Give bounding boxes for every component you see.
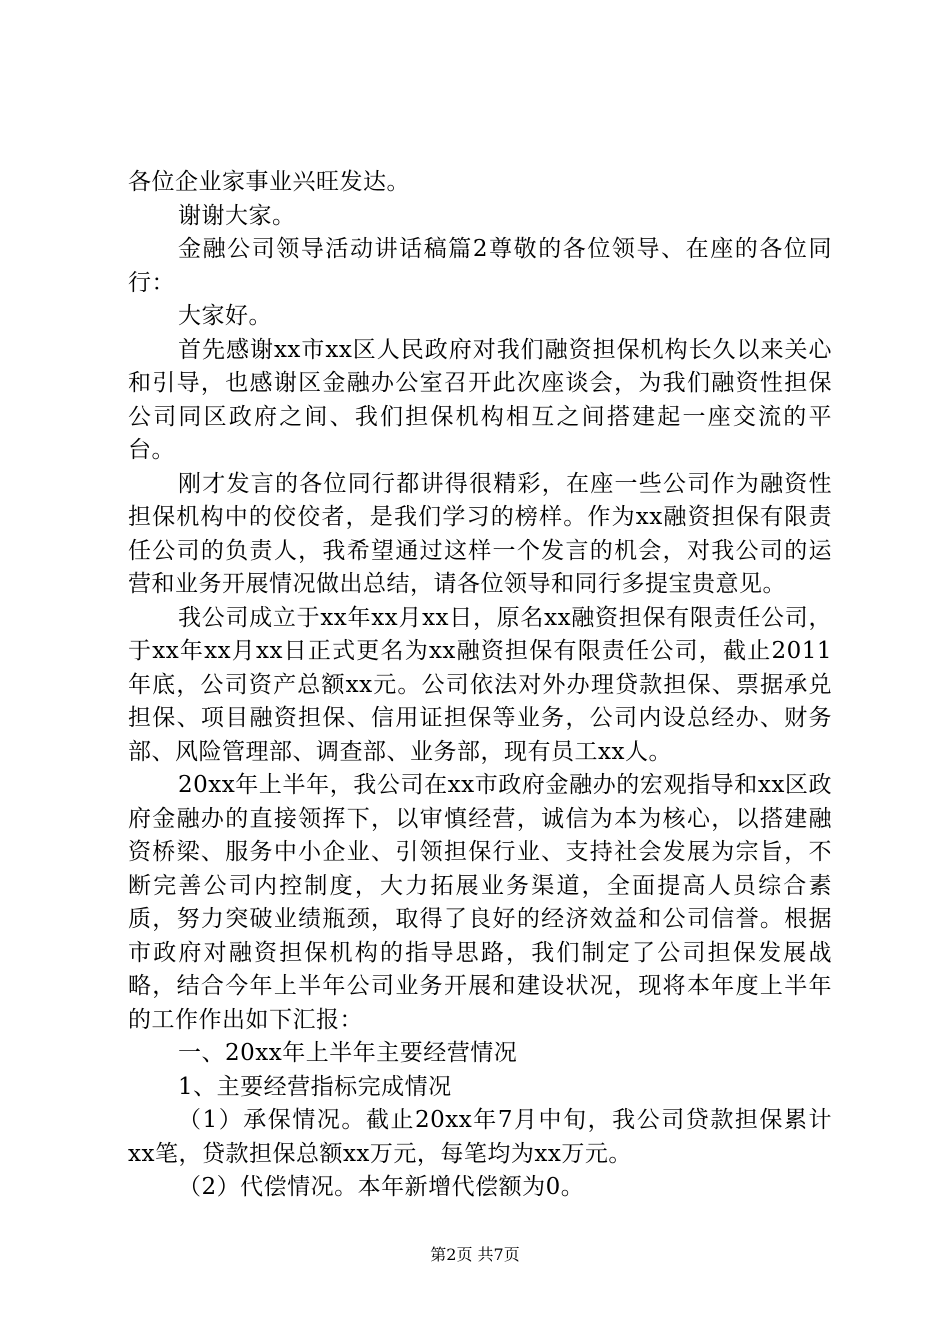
paragraph-company-intro: 我公司成立于xx年xx月xx日，原名xx融资担保有限责任公司，于xx年xx月xx日正式更名为xx融资担保有限责任公司，截止2011年底，公司资产总额xx元。公司依法对外办理贷款担保、票据承兑担保、项目融资担保、信用证担保等业务，公司内设总经办、财务部、风险管理部、调查部、业务部，现有员工xx人。 [128,604,832,765]
subsection-heading-indicators: 1、主要经营指标完成情况 [178,1073,452,1100]
paragraph-thanks: 谢谢大家。 [178,202,296,229]
paragraph-guarantee-status: （1）承保情况。截止20xx年7月中旬，我公司贷款担保累计xx笔，贷款担保总额xx万元，每笔均为xx万元。 [128,1107,832,1167]
paragraph-peers-praise: 刚才发言的各位同行都讲得很精彩，在座一些公司作为融资性担保机构中的佼佼者，是我们学习的榜样。作为xx融资担保有限责任公司的负责人，我希望通过这样一个发言的机会，对我公司的运营和业务开展情况做出总结，请各位领导和同行多提宝贵意见。 [128,470,832,597]
section-heading-operations: 一、20xx年上半年主要经营情况 [178,1040,518,1066]
paragraph-thanks-government: 首先感谢xx市xx区人民政府对我们融资担保机构长久以来关心和引导，也感谢区金融办公室召开此次座谈会，为我们融资性担保公司同区政府之间、我们担保机构相互之间搭建起一座交流的平台。 [128,336,832,463]
page-number-footer: 第2页 共7页 [430,1245,520,1264]
paragraph-half-year-summary: 20xx年上半年，我公司在xx市政府金融办的宏观指导和xx区政府金融办的直接领挥下，以审慎经营，诚信为本为核心，以搭建融资桥梁、服务中小企业、引领担保行业、支持社会发展为宗旨，不断完善公司内控制度，大力拓展业务渠道，全面提高人员综合素质，努力突破业绩瓶颈，取得了良好的经济效益和公司信誉。根据市政府对融资担保机构的指导思路，我们制定了公司担保发展战略，结合今年上半年公司业务开展和建设状况，现将本年度上半年的工作作出如下汇报： [128,772,833,1033]
paragraph-speech-title-greeting: 金融公司领导活动讲话稿篇2尊敬的各位领导、在座的各位同行： [128,236,832,296]
paragraph-hello: 大家好。 [178,303,272,329]
paragraph-closing-wish: 各位企业家事业兴旺发达。 [128,169,410,195]
paragraph-compensation-status: （2）代偿情况。本年新增代偿额为0。 [178,1174,585,1200]
document-body [128,166,832,1205]
